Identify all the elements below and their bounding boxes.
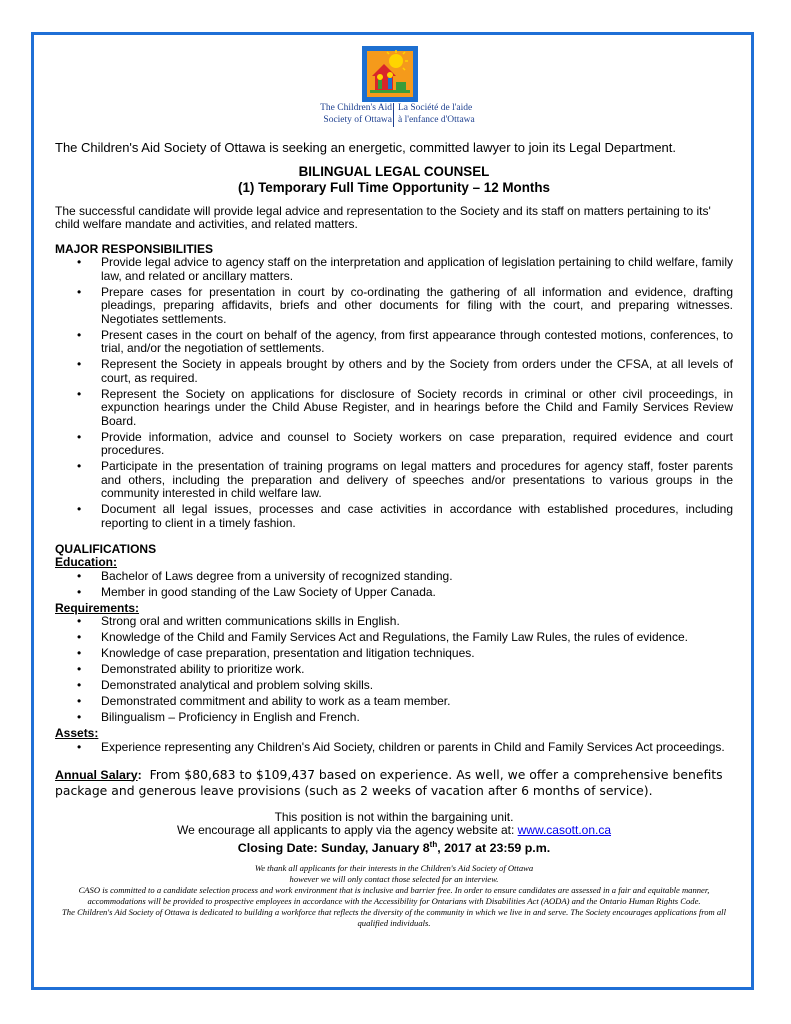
list-item: • Knowledge of case preparation, presentation and litigation techniques. xyxy=(101,647,733,661)
requirements-heading-label: Requirements xyxy=(55,600,136,615)
education-heading: Education: xyxy=(55,555,118,569)
list-item: • Present cases in the court on behalf of the agency, from first appearance through contested motions, conferences, to trial, and/or the negotiation of settlements. xyxy=(101,329,733,356)
closing-date-time: , 2017 at 23:59 p.m. xyxy=(437,840,551,855)
salary-paragraph: Annual Salary: From $80,683 to $109,437 based on experience. As well, we offer a comprehensive benefits package and generous leave provisions (such as 2 weeks of vacation after 6 months of service). xyxy=(55,766,723,798)
list-item: • Experience representing any Children's Aid Society, children or parents in Child and Family Services Act proceedings. xyxy=(101,741,733,755)
list-item: • Document all legal issues, processes and case activities in accordance with established procedures, including reporting to client in a timely fashion. xyxy=(101,503,733,530)
footer-notes xyxy=(55,863,733,929)
assets-list xyxy=(55,741,733,755)
footer-line3: CASO is committed to a candidate selection process and work environment that is inclusive and barrier free. In order to ensure candidates are assessed in a fair and equitable manner, accommodations will be provided to prospective employees in accordance with the Accessibility for Ontarians with Disabilities Act (AODA) and the Ontario Human Rights Code. xyxy=(78,885,710,907)
list-item: • Demonstrated ability to prioritize work. xyxy=(101,663,733,677)
footer-line1: We thank all applicants for their interests in the Children's Aid Society of Ottawa xyxy=(254,863,534,874)
assets-heading: Assets: xyxy=(55,726,99,740)
education-list xyxy=(55,570,733,600)
logo-name-french xyxy=(398,102,475,126)
requirements-list xyxy=(55,615,733,725)
list-item: • Strong oral and written communications skills in English. xyxy=(101,615,733,629)
job-posting xyxy=(55,141,733,929)
qualifications-heading: QUALIFICATIONS xyxy=(55,541,157,556)
logo-en-line2: Society of Ottawa xyxy=(323,115,392,125)
list-item: • Knowledge of the Child and Family Services Act and Regulations, the Family Law Rules, the rules of evidence. xyxy=(101,631,733,645)
salary-text: From $80,683 to $109,437 based on experience. As well, we offer a comprehensive benefits package and generous leave provisions (such as 2 weeks of vacation after 6 months of service). xyxy=(55,766,723,798)
salary-label: Annual Salary xyxy=(55,767,138,782)
job-title-line2: (1) Temporary Full Time Opportunity – 12 Months xyxy=(238,179,550,195)
logo-fr-line1: La Société de l'aide xyxy=(398,103,473,113)
list-item: • Bachelor of Laws degree from a university of recognized standing. xyxy=(101,570,733,584)
closing-date xyxy=(55,838,733,856)
organization-logo-text xyxy=(300,102,500,128)
list-item: • Prepare cases for presentation in court by co-ordinating the gathering of all information and evidence, drafting pleadings, preparing affidavits, briefs and other documents for filing with the court, and preparing witnesses. Negotiates settlements. xyxy=(101,286,733,327)
logo-en-line1: The Children's Aid xyxy=(320,103,392,113)
list-item: • Participate in the presentation of training programs on legal matters and procedures for agency staff, foster parents and others, including the preparation and delivery of speeches and/or presentations to various groups in the community interested in child welfare law. xyxy=(101,460,733,501)
intro-text: The Children's Aid Society of Ottawa is seeking an energetic, committed lawyer to join its Legal Department. xyxy=(55,140,677,155)
logo-fr-line2: à l'enfance d'Ottawa xyxy=(398,115,475,125)
list-item: • Demonstrated analytical and problem solving skills. xyxy=(101,679,733,693)
footer-line2: however we will only contact those selected for an interview. xyxy=(289,874,499,885)
apply-text: We encourage all applicants to apply via the agency website at: xyxy=(176,823,515,837)
bargaining-note: This position is not within the bargaining unit. xyxy=(274,809,514,824)
closing-date-suffix-sup: th xyxy=(429,839,438,849)
apply-note xyxy=(55,824,733,838)
closing-date-prefix: Closing Date: Sunday, January 8 xyxy=(237,840,430,855)
logo-divider xyxy=(393,103,394,127)
job-title xyxy=(55,164,733,196)
list-item: • Demonstrated commitment and ability to work as a team member. xyxy=(101,695,733,709)
job-title-line1: BILINGUAL LEGAL COUNSEL xyxy=(298,163,490,179)
list-item: • Represent the Society in appeals brought by others and by the Society from orders under the CFSA, at all levels of court, as required. xyxy=(101,358,733,385)
responsibilities-heading: MAJOR RESPONSIBILITIES xyxy=(55,241,214,256)
list-item: • Represent the Society on applications for disclosure of Society records in criminal or other civil proceedings, in expunction hearings under the Child Abuse Register, and in hearings before the Child and Family Services Review Board. xyxy=(101,388,733,429)
footer-line4: The Children's Aid Society of Ottawa is dedicated to building a workforce that reflects the diversity of the community in which we live in and serve. The Society encourages applications from all qualified individuals. xyxy=(62,907,726,929)
requirements-heading: Requirements: xyxy=(55,600,140,615)
list-item: • Provide legal advice to agency staff on the interpretation and application of legislation pertaining to child welfare, family law, and related or ancillary matters. xyxy=(101,256,733,283)
list-item: • Provide information, advice and counsel to Society workers on case preparation, required evidence and court procedures. xyxy=(101,431,733,458)
logo-name-english xyxy=(320,102,392,126)
education-heading-label: Education xyxy=(55,555,114,569)
responsibilities-list xyxy=(55,256,733,530)
cas-logo-icon xyxy=(362,46,418,102)
agency-website-link[interactable]: www.casott.on.ca xyxy=(517,823,612,837)
list-item: • Member in good standing of the Law Society of Upper Canada. xyxy=(101,586,733,600)
list-item: • Bilingualism – Proficiency in English and French. xyxy=(101,711,733,725)
assets-heading-label: Assets xyxy=(55,726,95,740)
role-summary: The successful candidate will provide legal advice and representation to the Society and its staff on matters pertaining to its' child welfare mandate and activities, and related matters. xyxy=(55,203,711,231)
